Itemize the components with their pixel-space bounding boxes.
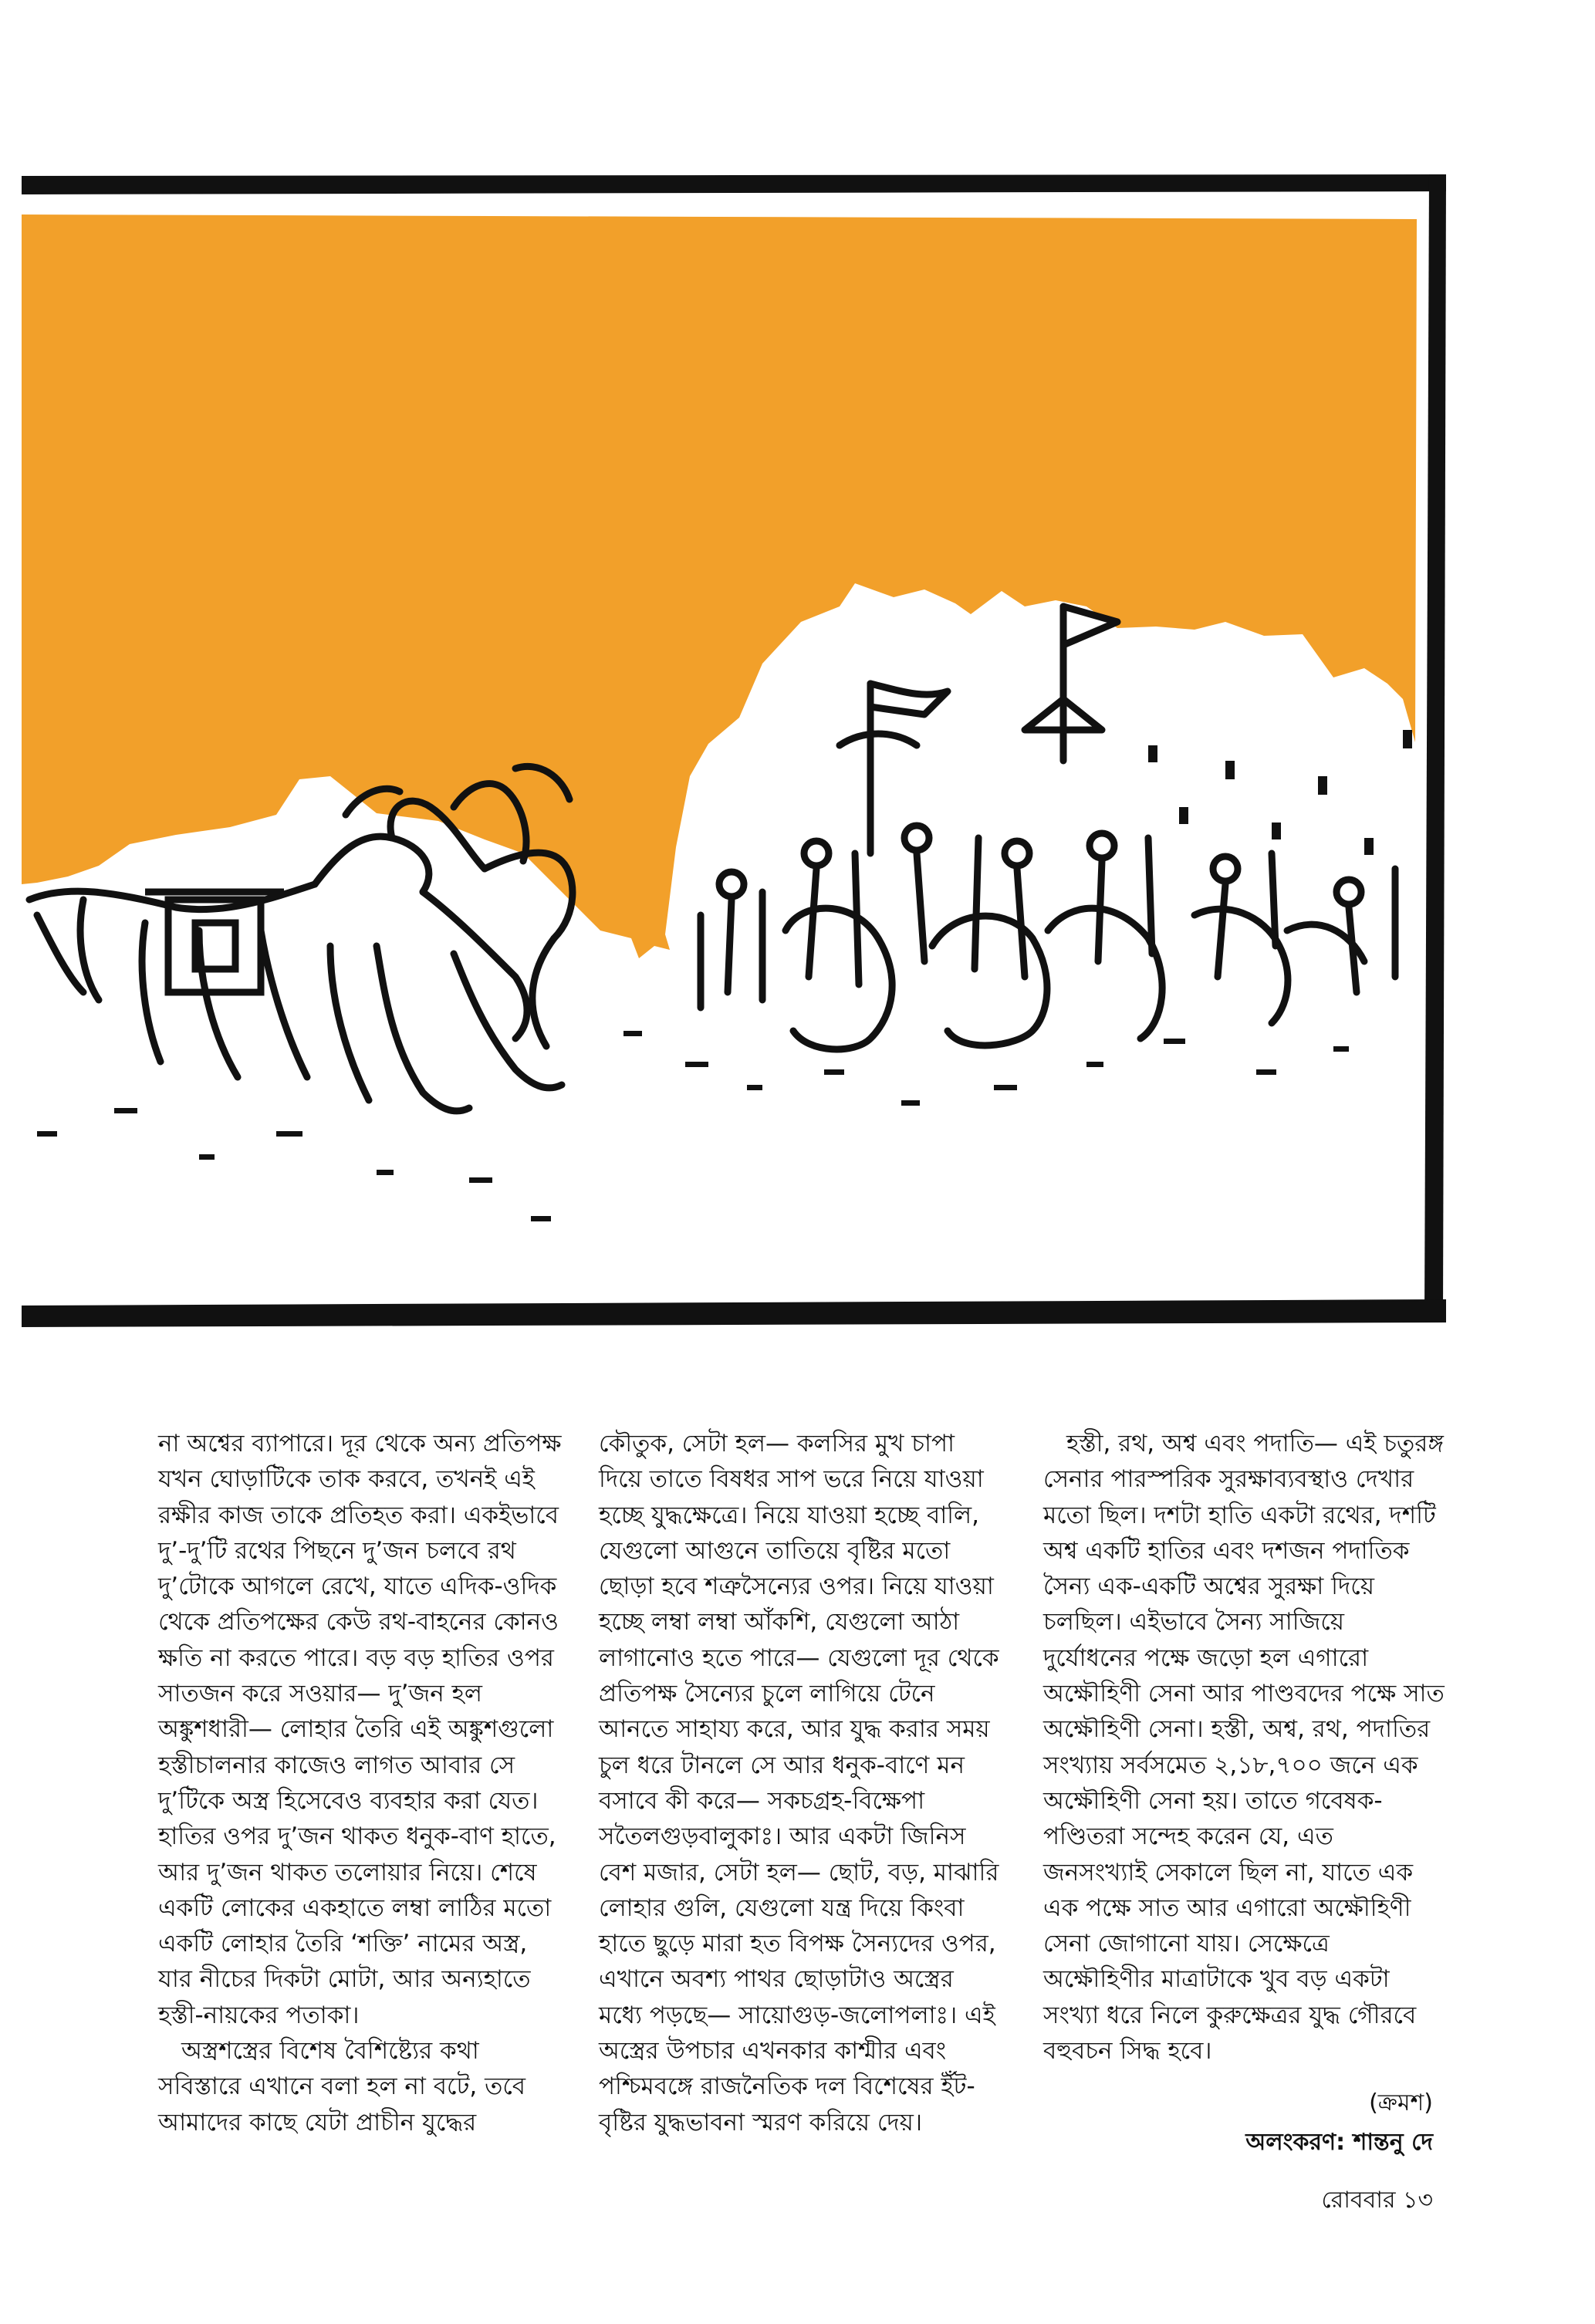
paragraph: কৌতুক, সেটা হল— কলসির মুখ চাপা দিয়ে তাতে বিষধর সাপ ভরে নিয়ে যাওয়া হচ্ছে যুদ্ধক্ষেত্রে। নিয়ে যাওয়া হচ্ছে বালি, যেগুলো আগুনে তাতিয়ে বৃষ্টির মতো ছোড়া হবে শত্রুসৈন্যের ওপর। নিয়ে যাওয়া হচ্ছে লম্বা লম্বা আঁকশি, যেগুলো আঠা লাগানোও হতে পারে— যেগুলো দূর থেকে প্রতিপক্ষ সৈন্যের চুলে লাগিয়ে টেনে আনতে সাহায্য করে, আর যুদ্ধ করার সময় চুল ধরে টানলে সে আর ধনুক-বাণে মন বসাবে কী করে— সকচগ্রহ-বিক্ষেপা সতৈলগুড়বালুকাঃ। আর একটা জিনিস বেশ মজার, সেটা হল— ছোট, বড়, মাঝারি লোহার গুলি, যেগুলো যন্ত্র দিয়ে কিংবা হাতে ছুড়ে মারা হত বিপক্ষ সৈন্যদের ওপর, এখানে অবশ্য পাথর ছোড়াটাও অস্ত্রের মধ্যে পড়ছে— সায়োগুড়-জলোপলাঃ। এই অস্ত্রের উপচার এখনকার কাশ্মীর এবং পশ্চিমবঙ্গে রাজনৈতিক দল বিশেষের ইঁট-বৃষ্টির যুদ্ধভাবনা স্মরণ করিয়ে দেয়। xyxy=(599,1430,999,2137)
frame-right xyxy=(1424,174,1446,1316)
illustration-credit: অলংকরণ: শান্তনু দে xyxy=(1245,2129,1433,2156)
text-column-2 xyxy=(599,1426,1004,2140)
text-column-1 xyxy=(158,1426,563,2140)
page-folio: রোববার ১৩ xyxy=(1321,2187,1433,2214)
orange-sky xyxy=(22,214,1417,958)
frame-bottom xyxy=(22,1299,1446,1327)
to-be-continued-label: (ক্রমশ) xyxy=(1369,2089,1433,2116)
paragraph: না অশ্বের ব্যাপারে। দূর থেকে অন্য প্রতিপক্ষ যখন ঘোড়াটিকে তাক করবে, তখনই এই রক্ষীর কাজ তাকে প্রতিহত করা। একইভাবে দু’-দু’টি রথের পিছনে দু’জন চলবে রথ দু’টোকে আগলে রেখে, যাতে এদিক-ওদিক থেকে প্রতিপক্ষের কেউ রথ-বাহনের কোনও ক্ষতি না করতে পারে। বড় বড় হাতির ওপর সাতজন করে সওয়ার— দু’জন হল অঙ্কুশধারী— লোহার তৈরি এই অঙ্কুশগুলো হস্তীচালনার কাজেও লাগত আবার সে দু’টিকে অস্ত্র হিসেবেও ব্যবহার করা যেত। হাতির ওপর দু’জন থাকত ধনুক-বাণ হাতে, আর দু’জন থাকত তলোয়ার নিয়ে। শেষে একটি লোকের একহাতে লম্বা লাঠির মতো একটি লোহার তৈরি ‘শক্তি’ নামের অস্ত্র, যার নীচের দিকটা মোটা, আর অন্যহাতে হস্তী-নায়কের পতাকা। xyxy=(158,1430,562,2029)
paragraph: হস্তী, রথ, অশ্ব এবং পদাতি— এই চতুরঙ্গ সেনার পারস্পরিক সুরক্ষাব্যবস্থাও দেখার মতো ছিল। দশটা হাতি একটা রথের, দশটি অশ্ব একটি হাতির এবং দশজন পদাতিক সৈন্য এক-একটি অশ্বের সুরক্ষা দিয়ে চলছিল। এইভাবে সৈন্য সাজিয়ে দুর্যোধনের পক্ষে জড়ো হল এগারো অক্ষৌহিণী সেনা আর পাণ্ডবদের পক্ষে সাত অক্ষৌহিণী সেনা। হস্তী, অশ্ব, রথ, পদাতির সংখ্যায় সর্বসমেত ২,১৮,৭০০ জনে এক অক্ষৌহিণী সেনা হয়। তাতে গবেষক-পণ্ডিতরা সন্দেহ করেন যে, এত জনসংখ্যাই সেকালে ছিল না, যাতে এক এক পক্ষে সাত আর এগারো অক্ষৌহিণী সেনা জোগানো যায়। সেক্ষেত্রে অক্ষৌহিণীর মাত্রাটাকে খুব বড় একটা সংখ্যা ধরে নিলে কুরুক্ষেত্রর যুদ্ধ গৌরবে বহুবচন সিদ্ধ হবে। xyxy=(1043,1430,1445,2066)
chariot-army-illustration xyxy=(22,174,1446,1330)
paragraph: অস্ত্রশস্ত্রের বিশেষ বৈশিষ্ট্যের কথা সবিস্তারে এখানে বলা হল না বটে, তবে আমাদের কাছে যেটা প্রাচীন যুদ্ধের xyxy=(158,2037,526,2137)
army-sketch xyxy=(701,606,1395,1049)
frame-top xyxy=(22,174,1446,194)
text-column-3 xyxy=(1043,1426,1445,2069)
